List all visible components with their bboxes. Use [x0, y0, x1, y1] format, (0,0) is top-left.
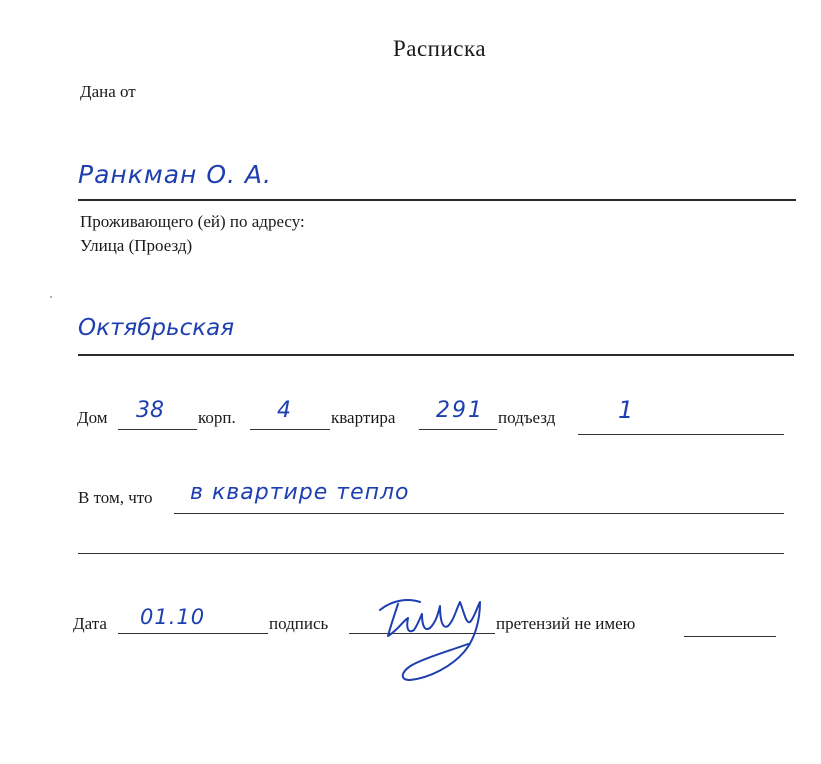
name-line — [78, 199, 796, 201]
handwritten-reason[interactable]: в квартире тепло — [190, 480, 410, 505]
street-line — [78, 354, 794, 356]
reason-line — [174, 513, 784, 514]
apartment-label: квартира — [331, 408, 396, 427]
scan-speck — [50, 296, 52, 298]
date-label: Дата — [73, 614, 107, 633]
signature-label: подпись — [269, 614, 329, 633]
apartment-line — [419, 429, 497, 430]
handwritten-house[interactable]: 38 — [136, 398, 164, 423]
date-line — [118, 633, 268, 634]
handwritten-apartment[interactable]: 291 — [436, 398, 484, 423]
street-label: Улица (Проезд) — [80, 236, 193, 255]
no-claims-label: претензий не имею — [496, 614, 636, 633]
signature-image — [368, 588, 498, 688]
house-label: Дом — [77, 408, 108, 427]
address-label: Проживающего (ей) по адресу: — [80, 212, 305, 231]
reason-label: В том, что — [78, 488, 153, 507]
building-label: корп. — [198, 408, 236, 427]
form-title: Расписка — [392, 36, 487, 61]
entrance-line — [578, 434, 784, 435]
reason-line-2 — [78, 553, 784, 554]
building-line — [250, 429, 330, 430]
handwritten-name[interactable]: Ранкман О. А. — [78, 160, 272, 189]
handwritten-street[interactable]: Октябрьская — [78, 315, 235, 341]
handwritten-date[interactable]: 01.10 — [140, 605, 206, 629]
handwritten-building[interactable]: 4 — [277, 398, 291, 423]
entrance-label: подъезд — [498, 408, 556, 427]
given-by-label: Дана от — [80, 82, 136, 101]
handwritten-entrance[interactable]: 1 — [618, 396, 634, 424]
no-claims-line — [684, 636, 776, 637]
house-line — [118, 429, 197, 430]
